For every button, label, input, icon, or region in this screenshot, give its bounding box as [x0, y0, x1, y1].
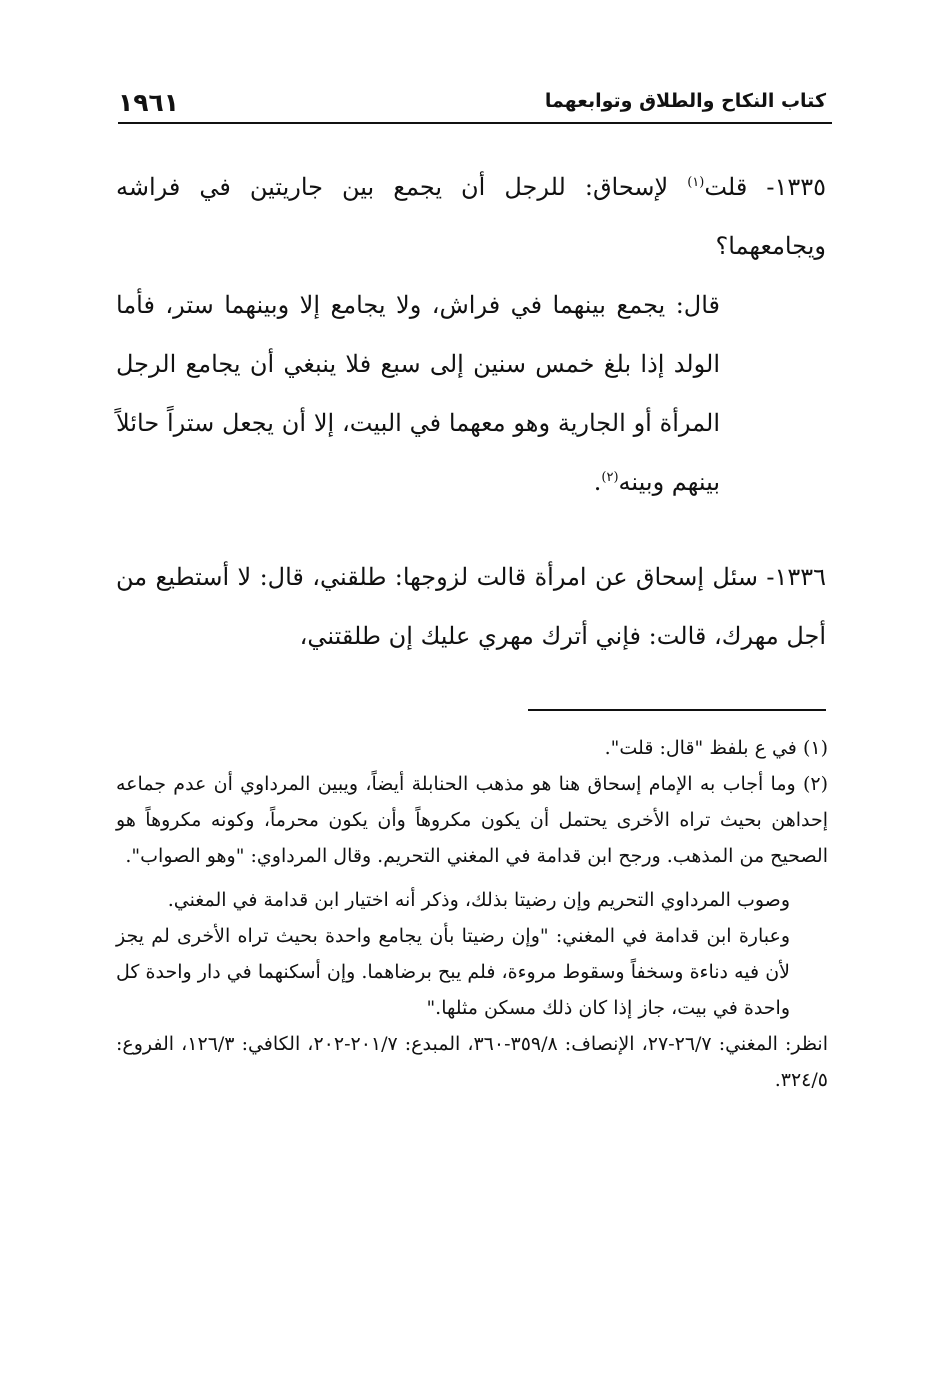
running-title: كتاب النكاح والطلاق وتوابعهما: [544, 90, 826, 112]
footnote-2-references: انظر: المغني: ٢٦/٧-٢٧، الإنصاف: ٣٥٩/٨-٣٦٠، المبدع: ٢٠١/٧-٢٠٢، الكافي: ١٢٦/٣، الفروع: ٣٢٤/٥.: [116, 1033, 828, 1091]
entry-1336: [116, 548, 826, 666]
footnote-1: [116, 730, 828, 766]
page-header: [118, 80, 832, 124]
footnote-separator: [528, 709, 826, 711]
footnote-2-continuation: وصوب المرداوي التحريم وإن رضيتا بذلك، وذكر أنه اختيار ابن قدامة في المغني.: [167, 889, 790, 911]
question-text: لإسحاق: للرجل أن يجمع بين جاريتين في فراشه ويجامعهما؟: [116, 173, 826, 260]
footnote-text: في ع بلفظ "قال: قلت".: [604, 737, 797, 759]
answer-text: قال: يجمع بينهما في فراش، ولا يجامع إلا وبينهما ستر، فأما الولد إذا بلغ خمس سنين إلى سبع فلا ينبغي أن يجامع الرجل المرأة أو الجارية وهو معهما في البيت، إلا أن يجعل ستراً حائلاً بينهم وبينه: [116, 291, 720, 496]
footnote-marker: (١): [802, 737, 828, 759]
footnote-marker: (٢): [802, 773, 828, 795]
page-number: ١٩٦١: [118, 88, 180, 117]
entry-number: ١٣٣٦-: [766, 563, 826, 591]
answer-end: .: [593, 468, 602, 496]
footnote-2: [116, 766, 828, 874]
entry-text: سئل إسحاق عن امرأة قالت لزوجها: طلقني، قال: لا أستطيع من أجل مهرك، قالت: فإني أترك مهري عليك إن طلقتني،: [116, 563, 826, 650]
question-text-start: قلت: [704, 173, 748, 201]
entry-1335-answer: [116, 276, 826, 512]
entry-number: ١٣٣٥-: [766, 173, 826, 201]
footnote-ref-1: (١): [687, 175, 705, 190]
footnotes: [116, 730, 828, 1098]
footnote-text: وما أجاب به الإمام إسحاق هنا هو مذهب الحنابلة أيضاً، ويبين المرداوي أن عدم جماعه إحداهن بحيث تراه الأخرى يحتمل أن يكون مكروهاً وأن يكون محرماً، وكونه مكروهاً هو الصحيح من المذهب. ورجح ابن قدامة في المغني التحريم. وقال المرداوي: "وهو الصواب".: [116, 773, 828, 867]
main-text: [116, 158, 826, 666]
header-rule: [118, 122, 832, 124]
entry-1335: [116, 158, 826, 276]
footnote-ref-2: (٢): [601, 470, 619, 485]
footnote-2-quote: وعبارة ابن قدامة في المغني: "وإن رضيتا بأن يجامع واحدة بحيث تراه الأخرى لم يجز لأن فيه دناءة وسخفاً وسقوط مروءة، فلم يبح برضاهما. وإن أسكنهما في دار واحدة كل واحدة في بيت، جاز إذا كان ذلك مسكن مثلها.": [116, 925, 790, 1019]
